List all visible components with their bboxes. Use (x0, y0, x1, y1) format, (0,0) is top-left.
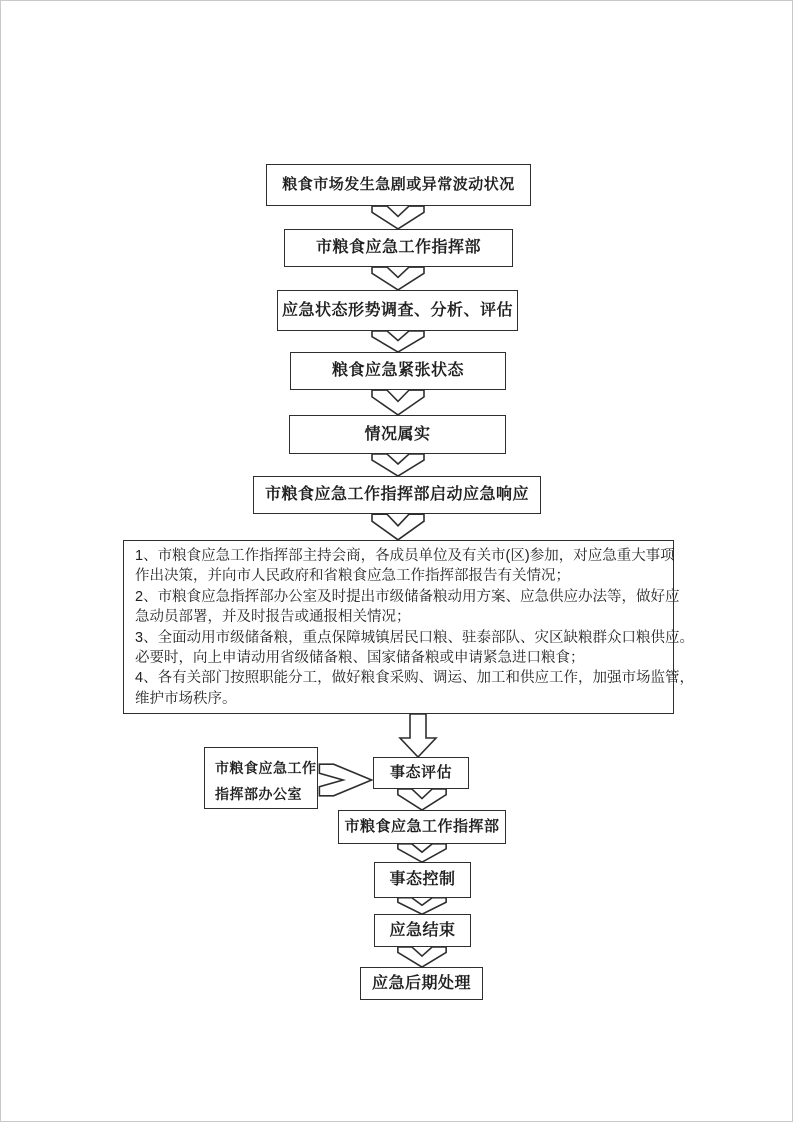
flow-box-investigation: 应急状态形势调查、分析、评估 (277, 290, 518, 331)
measures-line: 3、全面动用市级储备粮，重点保障城镇居民口粮、驻泰部队、灾区缺粮群众口粮供应。 (135, 629, 695, 646)
flow-box-headquarters-office (204, 747, 318, 809)
measures-line: 维护市场秩序。 (135, 690, 237, 707)
flow-box-emergency-tension: 粮食应急紧张状态 (290, 352, 506, 390)
flow-box-situation-verified: 情况属实 (289, 415, 506, 454)
measures-line: 2、市粮食应急指挥部办公室及时提出市级储备粮动用方案、应急供应办法等，做好应 (135, 588, 680, 605)
down-arrow-icon (370, 513, 426, 541)
flow-box-market-fluctuation: 粮食市场发生急剧或异常波动状况 (266, 164, 531, 206)
flow-box-headquarters: 市粮食应急工作指挥部 (284, 229, 513, 267)
right-arrow-icon (317, 763, 374, 797)
flow-box-situation-control: 事态控制 (374, 862, 471, 898)
office-box-line: 市粮食应急工作 (215, 760, 317, 776)
down-arrow-icon (396, 946, 448, 968)
measures-line: 必要时，向上申请动用省级储备粮、国家储备粮或申请紧急进口粮食； (135, 650, 585, 667)
flow-box-response-measures (123, 540, 695, 714)
down-block-arrow-icon (398, 713, 438, 758)
down-arrow-icon (370, 266, 426, 291)
flow-box-emergency-end: 应急结束 (374, 914, 471, 947)
measures-line: 急动员部署，并及时报告或通报相关情况； (135, 609, 411, 626)
flow-box-activate-response: 市粮食应急工作指挥部启动应急响应 (253, 476, 541, 514)
measures-line: 1、市粮食应急工作指挥部主持会商，各成员单位及有关市(区)参加，对应急重大事项 (135, 548, 675, 564)
flow-box-evaluation: 事态评估 (373, 757, 469, 789)
down-arrow-icon (370, 389, 426, 416)
flow-box-post-emergency: 应急后期处理 (360, 967, 483, 1000)
down-arrow-icon (370, 205, 426, 230)
measures-line: 作出决策，并向市人民政府和省粮食应急工作指挥部报告有关情况； (135, 568, 570, 585)
down-arrow-icon (370, 330, 426, 353)
office-box-line: 指挥部办公室 (215, 786, 302, 802)
flow-box-headquarters-2: 市粮食应急工作指挥部 (338, 810, 506, 844)
down-arrow-icon (370, 453, 426, 477)
measures-line: 4、各有关部门按照职能分工，做好粮食采购、调运、加工和供应工作，加强市场监管， (135, 670, 695, 687)
down-arrow-icon (396, 843, 448, 863)
down-arrow-icon (396, 897, 448, 915)
down-arrow-icon (396, 788, 448, 811)
